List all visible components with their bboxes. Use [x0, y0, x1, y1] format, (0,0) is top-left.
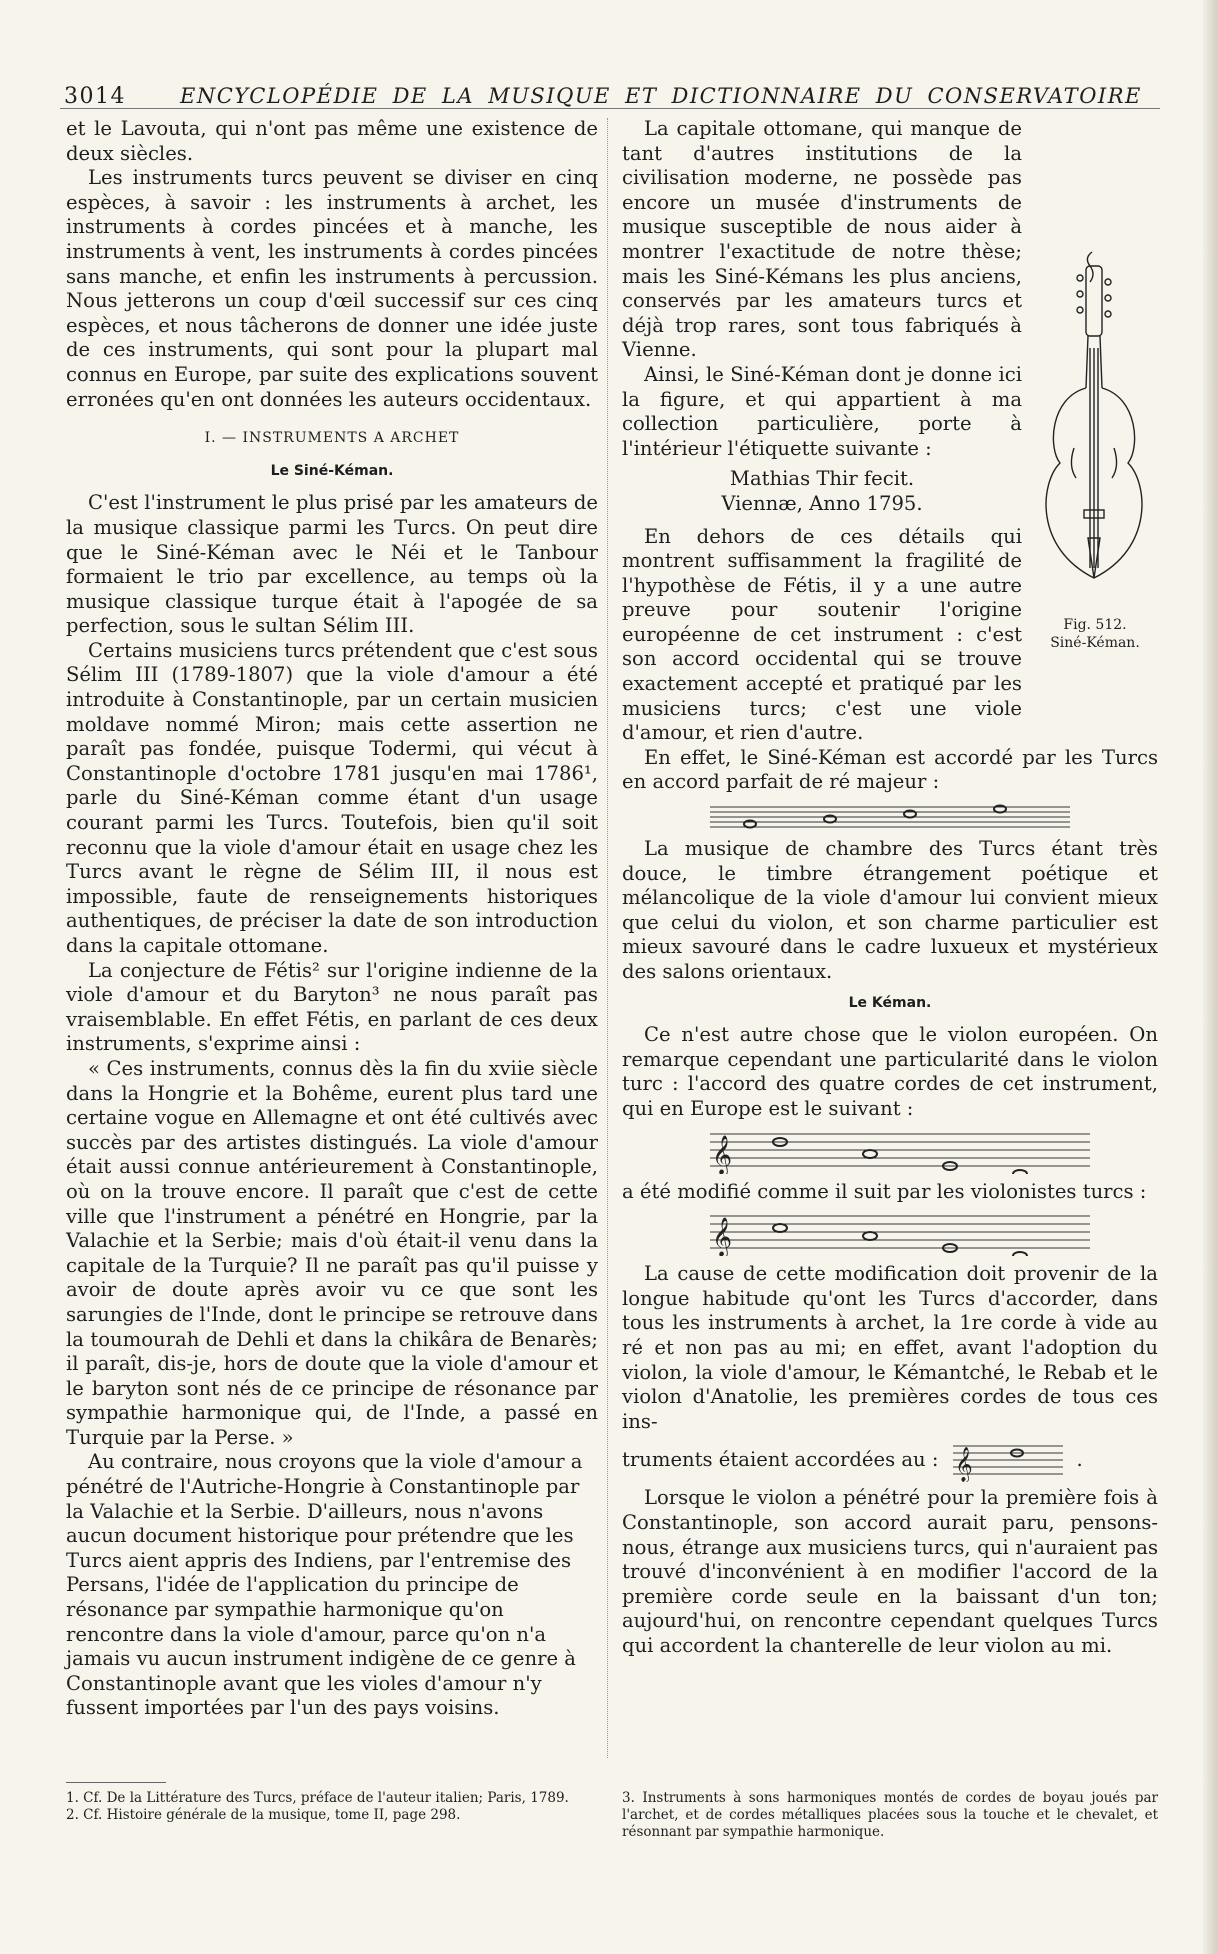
paragraph: La capitale ottomane, qui manque de tant d'autres institutions de la civilisation moderne, ne possède pas encore un musée d'instruments de musique susceptible de nous aider à montrer l'exactitude de notre thèse; mais les Siné-Kémans les plus anciens, conservés par les amateurs turcs et déjà trop rares, sont tous fabriqués à Vienne.	[622, 117, 1022, 362]
paragraph: La musique de chambre des Turcs étant très douce, le timbre étrangement poétique et mélancolique de la viole d'amour lui convient mieux que celui du violon, et son charme particulier est mieux savouré dans le cadre luxueux et mystérieux des salons orientaux.	[622, 837, 1158, 983]
paragraph: et le Lavouta, qui n'ont pas même une existence de deux siècles.	[66, 117, 598, 165]
figure-caption: Siné-Kéman.	[1050, 635, 1140, 651]
sub-heading: Le Siné-Kéman.	[270, 462, 394, 479]
footnote-rule	[66, 1782, 166, 1783]
paragraph: a été modifié comme il suit par les violonistes turcs :	[622, 1179, 1147, 1203]
column-divider	[607, 118, 608, 1758]
paragraph-fragment: truments étaient accordées au :	[622, 1448, 939, 1472]
running-title: ENCYCLOPÉDIE DE LA MUSIQUE ET DICTIONNAIRE DU CONSERVATOIRE	[180, 84, 1142, 108]
footnote: 2. Cf. Histoire générale de la musique, tome II, page 298.	[66, 1807, 461, 1823]
svg-text:𝄞: 𝄞	[712, 1217, 733, 1257]
paragraph: Lorsque le violon a pénétré pour la première fois à Constantinople, son accord aurait paru, pensons-nous, étrange aux musiciens turcs, qui n'auraient pas trouvé d'inconvénient à en modifier l'accord de la première corde seule en la baissant d'un ton; aujourd'hui, on rencontre cependant quelques Turcs qui accordent la chanterelle de leur violon au mi.	[622, 1486, 1158, 1657]
footnote: 3. Instruments à sons harmoniques montés de cordes de boyau joués par l'archet, et de cordes métalliques placées sous la touche et le chevalet, et résonnant par sympathie harmonique.	[622, 1790, 1158, 1840]
footnotes-left	[66, 1790, 598, 1824]
paragraph: Ainsi, le Siné-Kéman dont je donne ici la figure, et qui appartient à ma collection particulière, porte à l'intérieur l'étiquette suivante :	[622, 362, 1022, 460]
label-line: Viennæ, Anno 1795.	[721, 491, 923, 515]
staff-turkish-tuning	[690, 1210, 1090, 1256]
paragraph: Au contraire, nous croyons que la viole d'amour a pénétré de l'Autriche-Hongrie à Constantinople par la Valachie et la Serbie. D'ailleurs, nous n'avons aucun document historique pour prétendre que les Turcs aient appris des Indiens, par l'entremise des Persans, l'idée de l'application du principe de résonance par sympathie harmonique qu'on rencontre dans la viole d'amour, parce qu'on n'a jamais vu aucun instrument indigène de ce genre à Constantinople avant que les violes d'amour n'y fussent importées par l'un des pays voisins.	[66, 1450, 583, 1720]
tuning-line: truments étaient accordées au : 𝄞 .	[622, 1438, 1158, 1482]
paragraph: Les instruments turcs peuvent se diviser en cinq espèces, à savoir : les instruments à archet, les instruments à cordes pincées et à manche, les instruments à vent, les instruments à cordes pincées sans manche, et enfin les instruments à percussion. Nous jetterons un coup d'œil successif sur ces cinq espèces, et nous tâcherons de donner une idée juste de ces instruments, qui sont pour la plupart mal connus en Europe, par suite des explications souvent erronées qu'en ont données les auteurs occidentaux.	[66, 166, 598, 411]
sub-heading: Le Kéman.	[848, 994, 932, 1011]
staff-d-major-chord	[710, 801, 1070, 831]
header-rule	[60, 108, 1160, 109]
staff-european-tuning	[690, 1128, 1090, 1174]
paragraph: En effet, le Siné-Kéman est accordé par les Turcs en accord parfait de ré majeur :	[622, 745, 1158, 794]
paragraph: En dehors de ces détails qui montrent suffisamment la fragilité de l'hypothèse de Fétis, il y a une autre preuve pour soutenir l'origine européenne de cet instrument : c'est son accord occidental qui se trouve exactement accepté et pratiqué par les musiciens turcs; c'est une viole d'amour, et rien d'autre.	[622, 524, 1022, 745]
page-edge	[1203, 0, 1217, 1954]
quotation: « Ces instruments, connus dès la fin du xviie siècle dans la Hongrie et la Bohême, eurent plus tard une certaine vogue en Allemagne et ont été cultivés avec succès par des artistes distingués. La viole d'amour était aussi connue antérieurement à Constantinople, où on la trouve encore. Il paraît que c'est de cette ville que l'instrument a pénétré en Hongrie, par la Valachie et la Serbie; mais d'où était-il venu dans la capitale de la Turquie? Il ne paraît pas qu'il puisse y avoir de doute après avoir vu ce que sont les sarungies de l'Inde, dont le principe se retrouve dans la toumourah de Dehli et dans la chikâra de Benarès; il paraît, dis-je, hors de doute que la viole d'amour et le baryton sont nés de ce principe de résonance par sympathie harmonique qui, de l'Inde, a passé en Turquie par la Perse. »	[66, 1056, 598, 1449]
figure-sine-keman	[1030, 248, 1160, 652]
paragraph: Certains musiciens turcs prétendent que c'est sous Sélim III (1789-1807) que la viole d'amour a été introduite à Constantinople, par un certain musicien moldave nommé Miron; mais cette assertion ne paraît pas fondée, puisque Todermi, qui vécut à Constantinople d'octobre 1781 jusqu'en mai 1786¹, parle du Siné-Kéman comme étant d'un usage courant parmi les Turcs. Toutefois, bien qu'il soit reconnu que la viole d'amour était en usage chez les Turcs avant le règne de Sélim III, il nous est impossible, faute de renseignements historiques authentiques, de préciser la date de son introduction dans la capitale ottomane.	[66, 638, 598, 957]
svg-text:𝄞: 𝄞	[712, 1134, 733, 1174]
label-line: Mathias Thir fecit.	[729, 467, 915, 491]
viola-damore-illustration	[1030, 248, 1160, 608]
paragraph: C'est l'instrument le plus prisé par les amateurs de la musique classique parmi les Turcs. On peut dire que le Siné-Kéman avec le Néi et le Tanbour formaient le trio par excellence, au temps où la musique classique turque était à l'apogée de sa perfection, sous le sultan Sélim III.	[66, 491, 598, 638]
page-number: 3014	[64, 84, 126, 109]
section-heading: I. — INSTRUMENTS A ARCHET	[204, 430, 460, 447]
footnote: 1. Cf. De la Littérature des Turcs, préface de l'auteur italien; Paris, 1789.	[66, 1790, 569, 1806]
left-column	[66, 117, 598, 1721]
paragraph: Ce n'est autre chose que le violon européen. On remarque cependant une particularité dans le violon turc : l'accord des quatre cordes de cet instrument, qui en Europe est le suivant :	[622, 1023, 1158, 1120]
staff-re-note	[953, 1438, 1063, 1482]
paragraph: La conjecture de Fétis² sur l'origine indienne de la viole d'amour et du Baryton³ ne nous paraît pas vraisemblable. En effet Fétis, en parlant de ces deux instruments, s'exprime ainsi :	[66, 958, 598, 1056]
footnotes-right	[622, 1790, 1158, 1841]
paragraph: La cause de cette modification doit provenir de la longue habitude qu'ont les Turcs d'accorder, dans tous les instruments à archet, la 1re corde à vide au ré et non pas au mi; en effet, avant l'adoption du violon, la viole d'amour, le Kémantché, le Rebab et le violon d'Anatolie, les premières cordes de tous ces ins-	[622, 1262, 1158, 1433]
figure-number: Fig. 512.	[1063, 617, 1127, 633]
svg-text:𝄞: 𝄞	[954, 1447, 973, 1483]
